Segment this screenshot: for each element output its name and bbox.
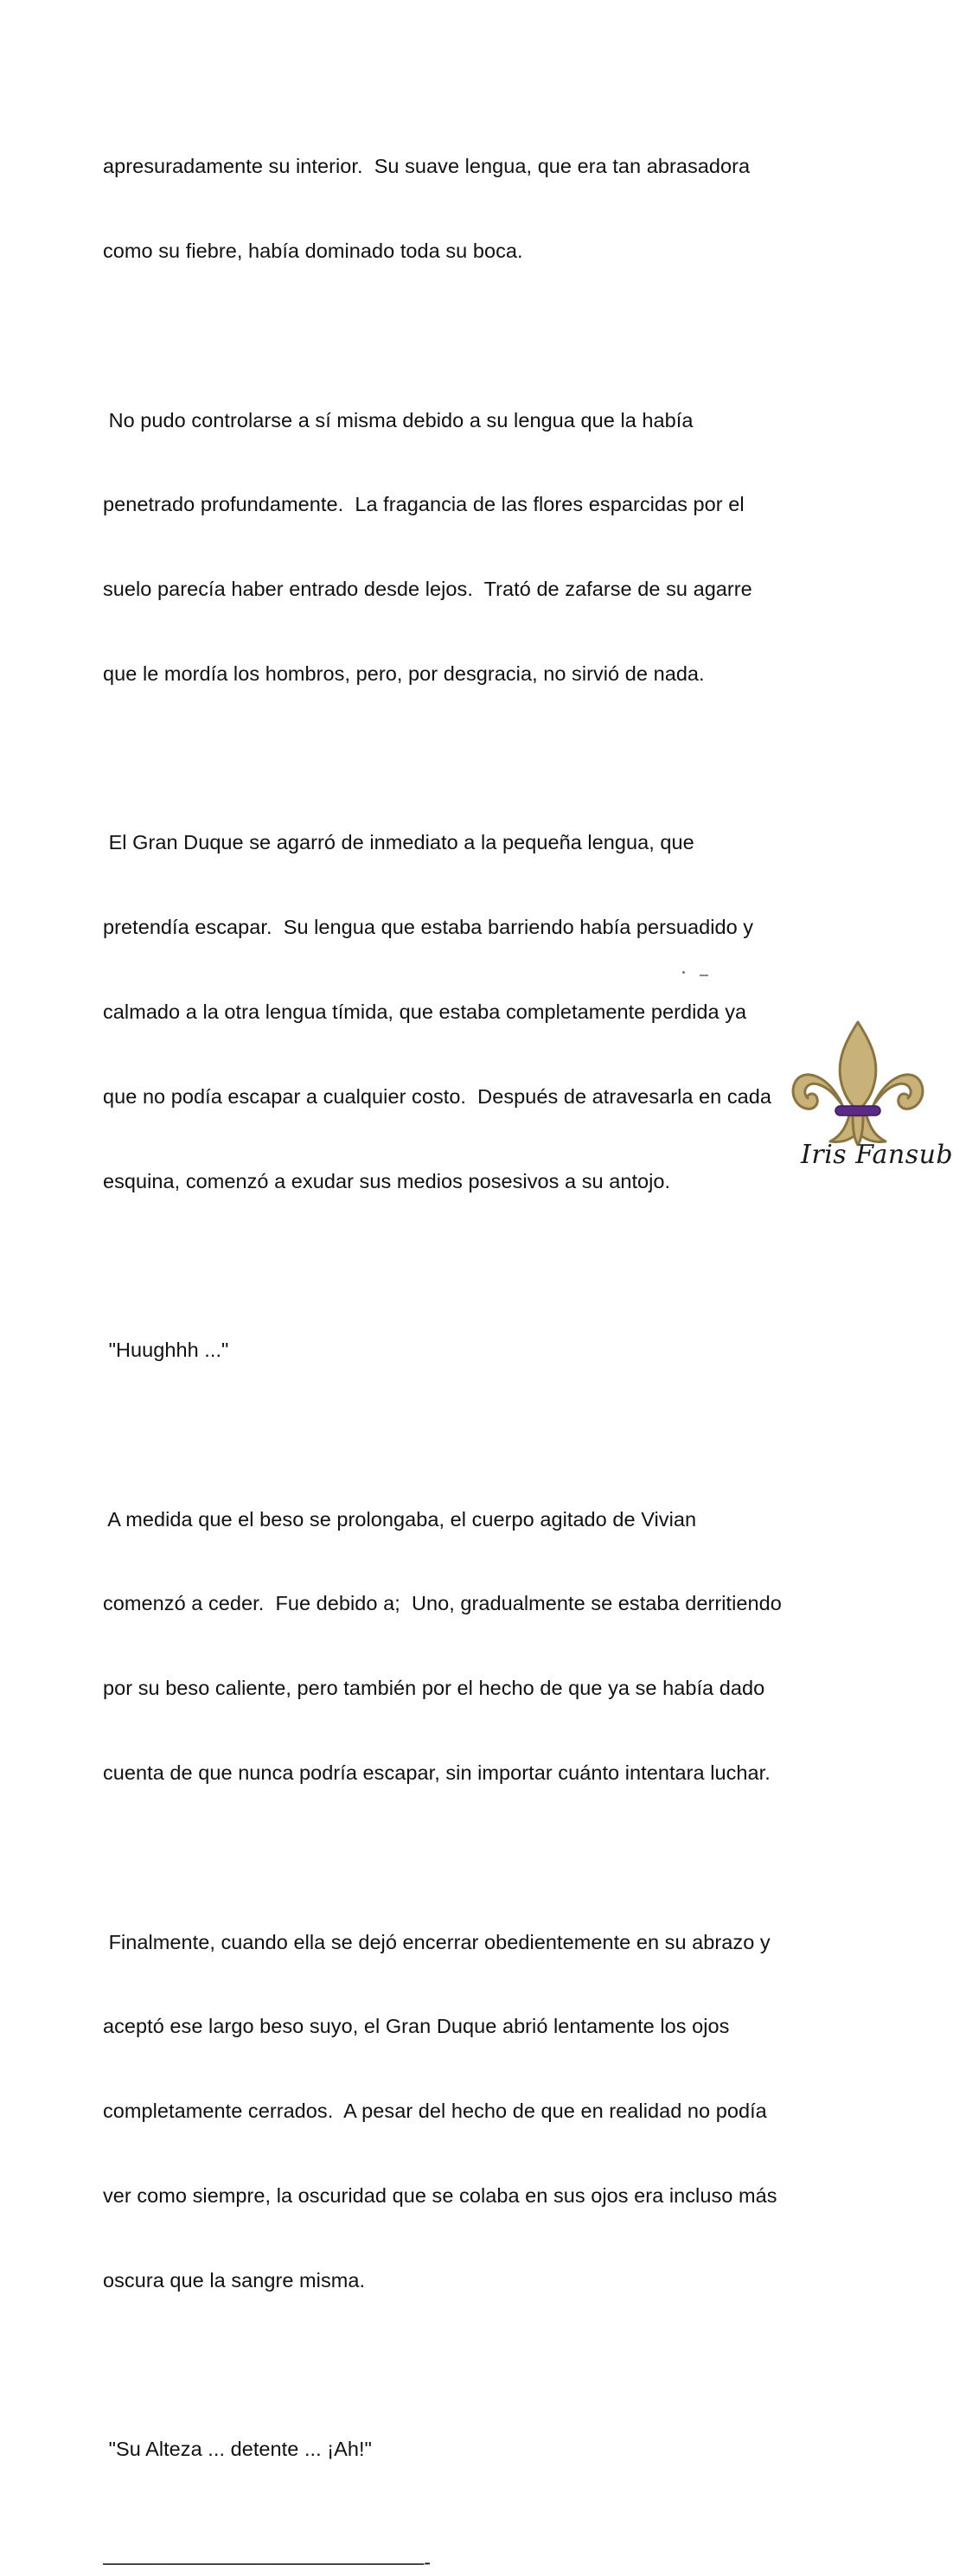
paragraph-5 bbox=[103, 1449, 829, 1844]
speck-dot bbox=[682, 971, 685, 974]
watermark-text: Iris Fansub bbox=[801, 1140, 953, 1170]
text-line: esquina, comenzó a exudar sus medios posesivos a su antojo. bbox=[103, 1169, 671, 1192]
text-line: cuenta de que nunca podría escapar, sin importar cuánto intentara luchar. bbox=[103, 1761, 771, 1785]
text-line: como su fiebre, había dominado toda su boca. bbox=[103, 239, 523, 262]
text-line: que no podía escapar a cualquier costo. Después de atravesarla en cada bbox=[103, 1084, 772, 1108]
document-body bbox=[103, 96, 829, 2576]
text-line: ver como siempre, la oscuridad que se colaba en sus ojos era incluso más bbox=[103, 2183, 777, 2207]
paragraph-2 bbox=[103, 349, 829, 744]
text-line: El Gran Duque se agarró de inmediato a la pequeña lengua, que bbox=[103, 831, 694, 854]
paragraph-4-dialogue bbox=[103, 1280, 829, 1421]
text-line: calmado a la otra lengua tímida, que estaba completamente perdida ya bbox=[103, 1000, 747, 1023]
section-divider: ————————————————- bbox=[103, 2550, 431, 2573]
text-line: comenzó a ceder. Fue debido a; Uno, gradualmente se estaba derritiendo bbox=[103, 1592, 782, 1615]
text-line: A medida que el beso se prolongaba, el cuerpo agitado de Vivian bbox=[103, 1507, 697, 1531]
text-line: suelo parecía haber entrado desde lejos. Trató de zafarse de su agarre bbox=[103, 578, 752, 601]
text-line: apresuradamente su interior. Su suave lengua, que era tan abrasadora bbox=[103, 155, 751, 178]
paragraph-1 bbox=[103, 96, 829, 322]
purple-band bbox=[835, 1106, 880, 1115]
text-line: "Huughhh ..." bbox=[103, 1339, 229, 1362]
text-line: aceptó ese largo beso suyo, el Gran Duque abrió lentamente los ojos bbox=[103, 2015, 730, 2038]
paragraph-3 bbox=[103, 772, 829, 1251]
text-line: oscura que la sangre misma. bbox=[103, 2268, 366, 2292]
text-line: por su beso caliente, pero también por el hecho de que ya se había dado bbox=[103, 1677, 765, 1700]
text-line: "Su Alteza ... detente ... ¡Ah!" bbox=[103, 2438, 372, 2461]
text-line: que le mordía los hombros, pero, por desgracia, no sirvió de nada. bbox=[103, 662, 705, 685]
speck-dash bbox=[700, 975, 708, 976]
text-line: completamente cerrados. A pesar del hecho de que en realidad no podía bbox=[103, 2100, 767, 2123]
text-line: No pudo controlarse a sí misma debido a su lengua que la había bbox=[103, 408, 694, 431]
scan-specks bbox=[680, 969, 714, 978]
text-line: pretendía escapar. Su lengua que estaba barriendo había persuadido y bbox=[103, 916, 754, 939]
text-line: penetrado profundamente. La fragancia de las flores esparcidas por el bbox=[103, 493, 745, 516]
text-line: Finalmente, cuando ella se dejó encerrar obedientemente en su abrazo y bbox=[103, 1930, 771, 1953]
paragraph-6 bbox=[103, 1871, 829, 2350]
paragraph-7-dialogue bbox=[103, 2379, 829, 2520]
